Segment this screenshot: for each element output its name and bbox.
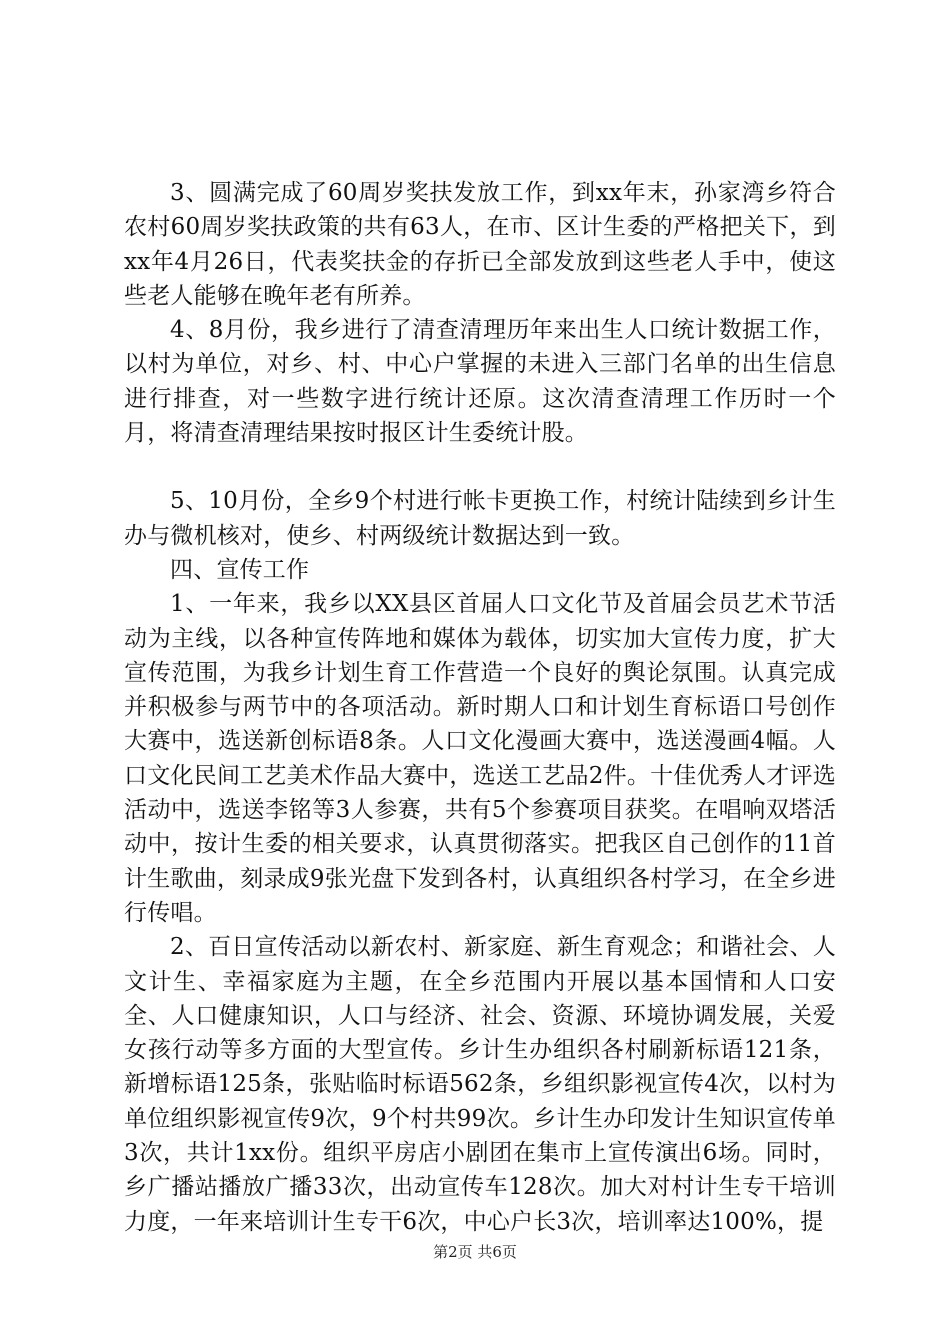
paragraph-publicity-1: 1、一年来，我乡以XX县区首届人口文化节及首届会员艺术节活动为主线，以各种宣传阵地和媒体为载体，切实加大宣传力度，扩大宣传范围，为我乡计划生育工作营造一个良好的舆论氛围。认真完成并积极参与两节中的各项活动。新时期人口和计划生育标语口号创作大赛中，选送新创标语8条。人口文化漫画大赛中，选送漫画4幅。人口文化民间工艺美术作品大赛中，选送工艺品2件。十佳优秀人才评选活动中，选送李铭等3人参赛，共有5个参赛项目获奖。在唱响双塔活动中，按计生委的相关要求，认真贯彻落实。把我区自己创作的11首计生歌曲，刻录成9张光盘下发到各村，认真组织各村学习，在全乡进行传唱。 <box>124 591 836 926</box>
paragraph-item-5: 5、10月份，全乡9个村进行帐卡更换工作，村统计陆续到乡计生办与微机核对，使乡、村两级统计数据达到一致。 <box>124 488 836 549</box>
paragraph-item-3: 3、圆满完成了60周岁奖扶发放工作，到xx年末，孙家湾乡符合农村60周岁奖扶政策的共有63人，在市、区计生委的严格把关下，到xx年4月26日，代表奖扶金的存折已全部发放到这些老人手中，使这些老人能够在晚年老有所养。 <box>124 180 836 309</box>
paragraph-publicity-2: 2、百日宣传活动以新农村、新家庭、新生育观念；和谐社会、人文计生、幸福家庭为主题，在全乡范围内开展以基本国情和人口安全、人口健康知识，人口与经济、社会、资源、环境协调发展，关爱女孩行动等多方面的大型宣传。乡计生办组织各村刷新标语121条，新增标语125条，张贴临时标语562条，乡组织影视宣传4次，以村为单位组织影视宣传9次，9个村共99次。乡计生办印发计生知识宣传单3次，共计1xx份。组织平房店小剧团在集市上宣传演出6场。同时，乡广播站播放广播33次，出动宣传车128次。加大对村计生专干培训力度，一年来培训计生专干6次，中心户长3次，培训率达100%，提 <box>124 934 836 1235</box>
document-body <box>124 176 836 1239</box>
section-heading-publicity: 四、宣传工作 <box>170 556 310 583</box>
page-number-footer: 第2页 共6页 <box>433 1243 517 1261</box>
paragraph-item-4: 4、8月份，我乡进行了清查清理历年来出生人口统计数据工作，以村为单位，对乡、村、中心户掌握的未进入三部门名单的出生信息进行排查，对一些数字进行统计还原。这次清查清理工作历时一个月，将清查清理结果按时报区计生委统计股。 <box>124 317 836 447</box>
